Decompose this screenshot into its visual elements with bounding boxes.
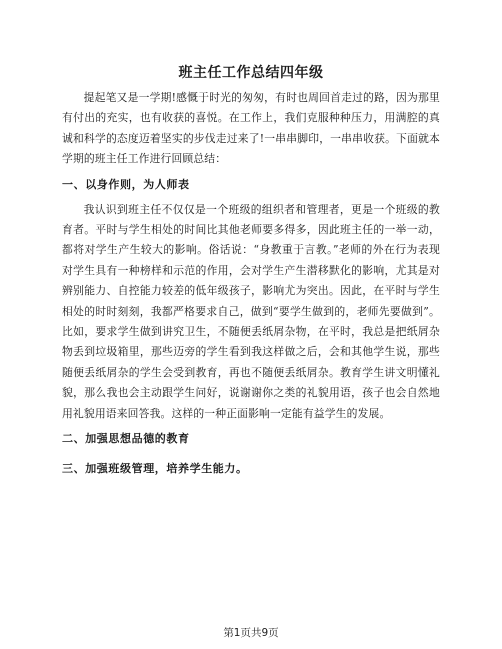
section-1-paragraph: 我认识到班主任不仅仅是一个班级的组织者和管理者，更是一个班级的教育者。平时与学生相处的时间比其他老师要多得多，因此班主任的一举一动，都将对学生产生较大的影响。俗话说：“身教重于言教。”老师的外在行为表现对学生具有一种榜样和示范的作用，会对学生产生潜移默化的影响，尤其是对辨别能力、自控能力较差的低年级孩子，影响尤为突出。因此，在平时与学生相处的时时刻刻，我都严格要求自己，做到“要学生做到的，老师先要做到”。比如，要求学生做到讲究卫生，不随便丢纸屑杂物，在平时，我总是把纸屑杂物丢到垃圾箱里，那些迈旁的学生看到我这样做之后，会和其他学生说，那些随便丢纸屑杂的学生会受到教育，再也不随便丢纸屑杂。教育学生讲文明懂礼貌，那么我也会主动跟学生问好，说谢谢你之类的礼貌用语，孩子也会自然地用礼貌用语来回答我。这样的一种正面影响一定能有益学生的发展。 <box>62 202 440 420</box>
section-heading-2: 二、加强思想品德的教育 <box>62 432 190 446</box>
document-body <box>62 88 440 484</box>
section-heading-3: 三、加强班级管理，培养学生能力。 <box>62 462 248 476</box>
intro-paragraph: 提起笔又是一学期!感慨于时光的匆匆，有时也周回首走过的路，因为那里有付出的充实，也有收获的喜悦。在工作上，我们克服种种压力，用满腔的真诚和科学的态度迈着坚实的步伐走过来了!一串串脚印，一串串收获。下面就本学期的班主任工作进行回顾总结： <box>62 91 440 166</box>
section-heading-1: 一、以身作则，为人师表 <box>62 177 190 191</box>
page-number-footer: 第1页共9页 <box>223 627 279 639</box>
document-title: 班主任工作总结四年级 <box>178 65 324 81</box>
